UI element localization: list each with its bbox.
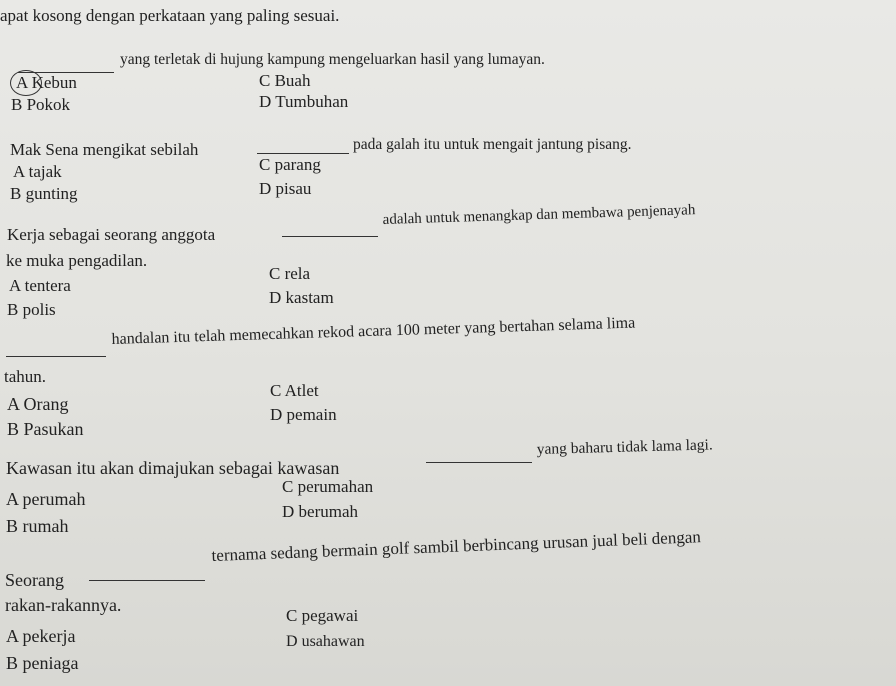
- q5-option-d: D berumah: [282, 502, 359, 521]
- q3-option-d: D kastam: [269, 288, 334, 307]
- q3-blank: [282, 222, 378, 237]
- instruction-text: apat kosong dengan perkataan yang paling sesuai.: [0, 6, 340, 25]
- q2-option-d: D pisau: [259, 179, 312, 198]
- q4-option-d: D pemain: [270, 405, 337, 424]
- q3-option-a: A tentera: [9, 276, 71, 295]
- q6-option-b: B peniaga: [6, 653, 79, 673]
- q6-blank: [89, 566, 205, 581]
- q6-option-a: A pekerja: [6, 626, 76, 646]
- q3-text-before: Kerja sebagai seorang anggota: [7, 225, 216, 244]
- q4-option-b: B Pasukan: [7, 419, 84, 439]
- q6-text-continued: rakan-rakannya.: [5, 595, 122, 615]
- q4-text-after: handalan itu telah memecahkan rekod acara 100 meter yang bertahan selama lima: [111, 314, 636, 349]
- q1-option-b: B Pokok: [11, 95, 71, 114]
- q5-text-before: Kawasan itu akan dimajukan sebagai kawasan: [6, 458, 340, 478]
- q2-text-after: pada galah itu untuk mengait jantung pisang.: [353, 136, 632, 153]
- q4-blank: [6, 342, 106, 357]
- q3-text-after: adalah untuk menangkap dan membawa penjenayah: [382, 202, 696, 229]
- q5-option-a: A perumah: [6, 489, 86, 509]
- q1-option-d: D Tumbuhan: [259, 92, 349, 111]
- q5-blank: [426, 448, 532, 463]
- q6-text-before: Seorang: [5, 570, 64, 590]
- q3-option-c: C rela: [269, 264, 311, 283]
- q1-text-after: yang terletak di hujung kampung mengeluarkan hasil yang lumayan.: [120, 51, 545, 68]
- q3-text-continued: ke muka pengadilan.: [6, 251, 148, 270]
- q5-option-b: B rumah: [6, 516, 69, 536]
- q2-option-c: C parang: [259, 155, 321, 174]
- q5-option-c: C perumahan: [282, 477, 374, 496]
- q6-option-c: C pegawai: [286, 606, 359, 625]
- q4-option-a: A Orang: [7, 394, 69, 414]
- q6-text-after: ternama sedang bermain golf sambil berbincang urusan jual beli dengan: [211, 527, 702, 566]
- q6-option-d: D usahawan: [286, 633, 365, 650]
- q1-option-c: C Buah: [259, 71, 311, 90]
- q2-option-a: A tajak: [13, 162, 62, 181]
- q3-option-b: B polis: [7, 300, 56, 319]
- q4-text-continued: tahun.: [4, 367, 47, 386]
- q1-option-a: A Kebun: [16, 73, 77, 92]
- q2-blank: [257, 139, 349, 154]
- q2-text-before: Mak Sena mengikat sebilah: [10, 140, 199, 159]
- q4-option-c: C Atlet: [270, 381, 319, 400]
- q5-text-after: yang baharu tidak lama lagi.: [536, 436, 713, 459]
- q2-option-b: B gunting: [10, 184, 78, 203]
